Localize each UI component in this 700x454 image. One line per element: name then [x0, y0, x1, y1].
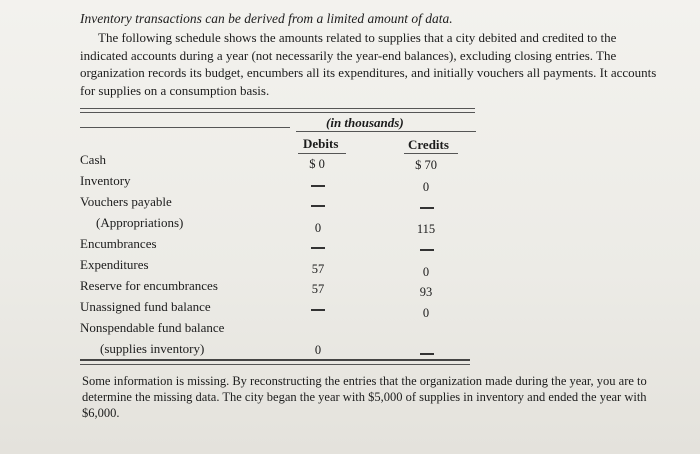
credit-expenditures: 0 — [422, 265, 430, 279]
row-label-inventory: Inventory — [80, 173, 131, 188]
debit-vouchers-dash — [311, 205, 325, 207]
credit-inventory: 0 — [422, 180, 430, 194]
row-label-cash: Cash — [80, 152, 106, 167]
debit-reserve-for-encumbrances: 57 — [311, 282, 325, 296]
debits-header: Debits — [303, 136, 339, 151]
debit-encumbrances-dash — [311, 247, 325, 249]
credit-reserve-for-encumbrances: 93 — [419, 285, 433, 299]
row-label-unassigned-fund-balance: Unassigned fund balance — [80, 299, 211, 314]
credit-encumbrances-dash — [420, 249, 434, 251]
debit-expenditures: 57 — [311, 262, 325, 276]
group-header-rule — [296, 131, 476, 132]
table-top-rule — [80, 108, 475, 109]
row-label-appropriations: (Appropriations) — [96, 215, 184, 230]
intro-text: The following schedule shows the amounts related to supplies that a city debited and credited to the indicated accounts during a year (not necessarily the year-end balances), excluding closing entries. The organization records its budget, encumbers all its expenditures, and initially vouchers all payments. It accounts for supplies on a consumption basis. — [80, 30, 657, 98]
row-label-vouchers-payable: Vouchers payable — [80, 194, 172, 209]
table-bottom-rule — [80, 359, 470, 361]
row-label-encumbrances: Encumbrances — [80, 236, 157, 251]
row-label-reserve-for-encumbrances: Reserve for encumbrances — [80, 278, 218, 293]
col-header-rule-debits — [298, 153, 346, 154]
table-bottom-rule-2 — [80, 364, 470, 365]
credit-cash: $ 70 — [415, 158, 437, 172]
credit-appropriations: 115 — [416, 222, 436, 236]
credit-supplies-dash — [420, 353, 434, 355]
row-label-supplies-inventory: (supplies inventory) — [100, 341, 205, 356]
problem-title: Inventory transactions can be derived from a limited amount of data. — [80, 11, 453, 26]
col-header-rule-credits — [404, 153, 458, 154]
problem-footer: Some information is missing. By reconstructing the entries that the organization made during the year, you are to determine the missing data. The city began the year with $5,000 of supplies in inventory and ended the year with $6,000. — [82, 374, 647, 420]
row-label-nonspendable-fund-balance: Nonspendable fund balance — [80, 320, 225, 335]
debit-inventory-dash — [311, 185, 325, 187]
debit-unassigned-dash — [311, 309, 325, 311]
row-label-expenditures: Expenditures — [80, 257, 149, 272]
debit-appropriations: 0 — [314, 221, 322, 235]
table-top-rule-2 — [80, 112, 475, 113]
debit-cash: $ 0 — [309, 157, 325, 171]
credits-header: Credits — [408, 137, 449, 152]
debit-supplies-inventory: 0 — [314, 343, 322, 357]
credit-unassigned-fund-balance: 0 — [422, 306, 430, 320]
credit-vouchers-dash — [420, 207, 434, 209]
header-full-rule — [80, 127, 290, 128]
problem-intro — [80, 29, 660, 99]
group-header: (in thousands) — [326, 115, 404, 130]
